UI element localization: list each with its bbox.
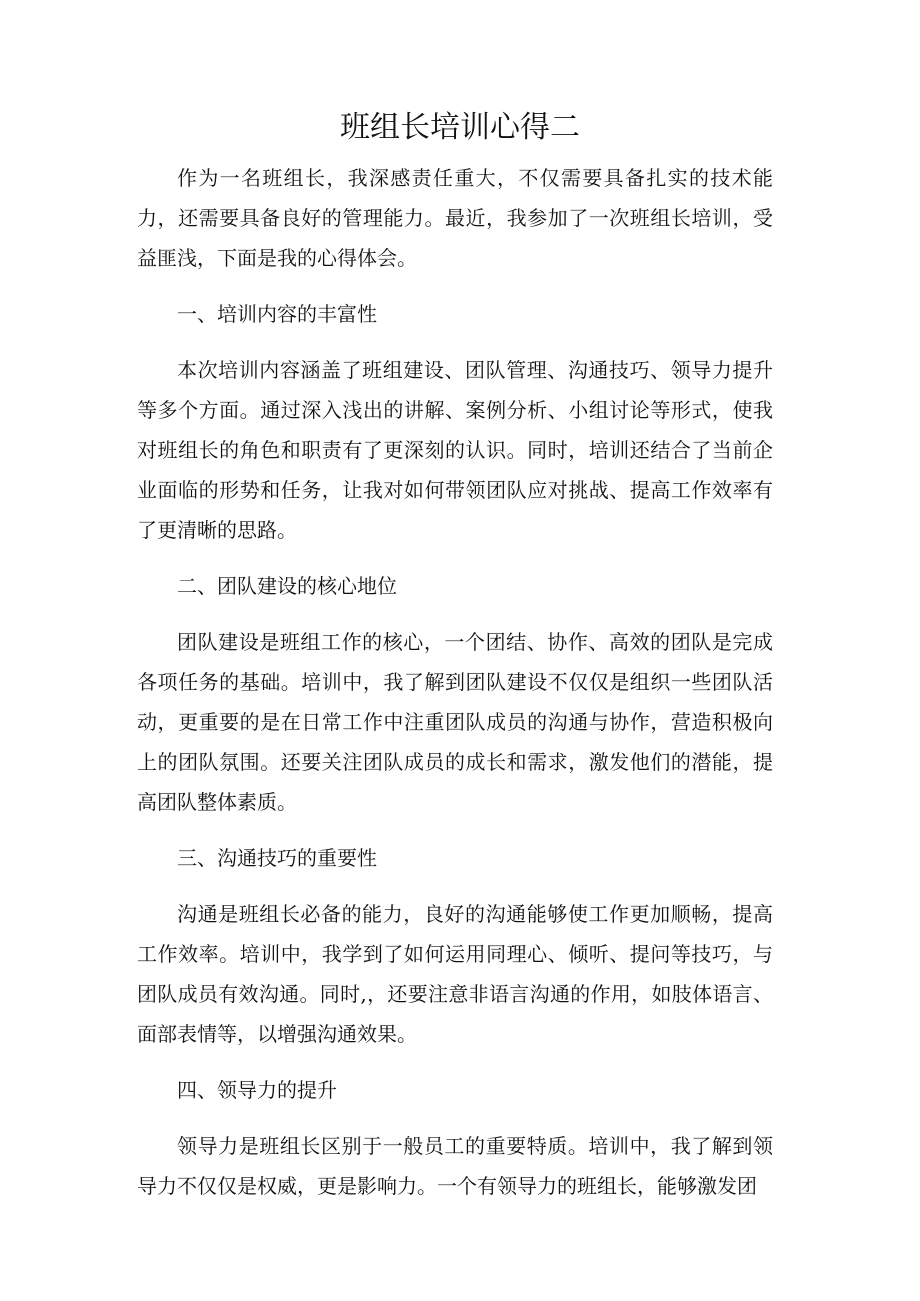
paragraph-section-4: 领导力是班组长区别于一般员工的重要特质。培训中，我了解到领导力不仅仅是权威，更是影响力。一个有领导力的班组长，能够激发团 xyxy=(137,1134,773,1198)
paragraph-section-1: 本次培训内容涵盖了班组建设、团队管理、沟通技巧、领导力提升等多个方面。通过深入浅出的讲解、案例分析、小组讨论等形式，使我对班组长的角色和职责有了更深刻的认识。同时，培训还结合了当前企业面临的形势和任务，让我对如何带领团队应对挑战、提高工作效率有了更清晰的思路。 xyxy=(137,358,773,542)
paragraph-section-3: 沟通是班组长必备的能力，良好的沟通能够使工作更加顺畅，提高工作效率。培训中，我学到了如何运用同理心、倾听、提问等技巧，与团队成员有效沟通。同时,，还要注意非语言沟通的作用，如肢体语言、面部表情等，以增强沟通效果。 xyxy=(137,902,773,1046)
paragraph-section-2: 团队建设是班组工作的核心，一个团结、协作、高效的团队是完成各项任务的基础。培训中，我了解到团队建设不仅仅是组织一些团队活动，更重要的是在日常工作中注重团队成员的沟通与协作，营造积极向上的团队氛围。还要关注团队成员的成长和需求，激发他们的潜能，提高团队整体素质。 xyxy=(137,630,773,814)
section-heading-2: 二、团队建设的核心地位 xyxy=(177,574,397,598)
section-heading-4: 四、领导力的提升 xyxy=(177,1078,337,1102)
paragraph-intro: 作为一名班组长，我深感责任重大，不仅需要具备扎实的技术能力，还需要具备良好的管理能力。最近，我参加了一次班组长培训，受益匪浅，下面是我的心得体会。 xyxy=(137,166,773,270)
document-body xyxy=(137,158,773,1222)
section-heading-3: 三、沟通技巧的重要性 xyxy=(177,846,377,870)
section-heading-1: 一、培训内容的丰富性 xyxy=(177,302,377,326)
document-title: 班组长培训心得二 xyxy=(340,110,580,145)
